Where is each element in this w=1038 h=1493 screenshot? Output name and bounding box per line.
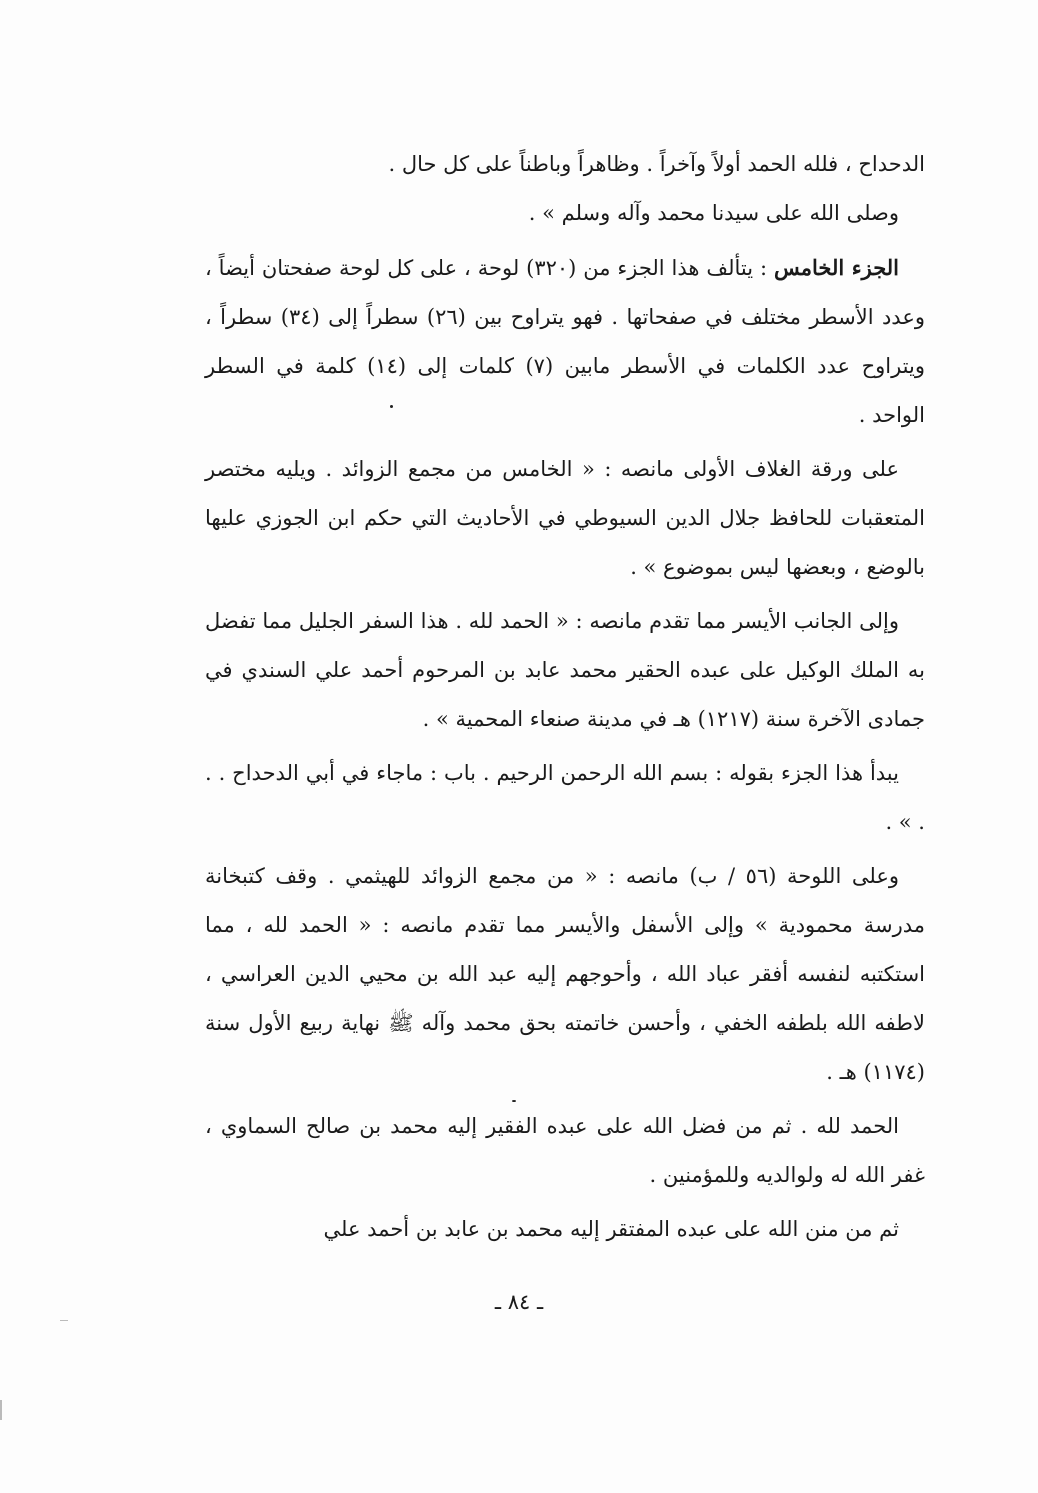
paragraph-3-body: : يتألف هذا الجزء من (٣٢٠) لوحة ، على كل لوحة صفحتان أيضاً ، وعدد الأسطر مختلف في صفحاتها . فهو يتراوح بين (٢٦) سطراً إلى (٣٤) سطراً ، ويتراوح عدد الكلمات في الأسطر مابين (٧) كلمات إلى (١٤) كلمة في السطر الواحد .: [205, 256, 926, 427]
paragraph-9: ثم من منن الله على عبده المفتقر إليه محمد بن عابد بن أحمد علي: [323, 1217, 899, 1241]
paragraph-5: وإلى الجانب الأيسر مما تقدم مانصه : « الحمد لله . هذا السفر الجليل مما تفضل به الملك الوكيل على عبده الحقير محمد عابد بن المرحوم أحمد علي السندي في جمادى الآخرة سنة (١٢١٧) هـ في مدينة صنعاء المحمية » .: [205, 609, 925, 731]
paragraph-4: على ورقة الغلاف الأولى مانصه : « الخامس من مجمع الزوائد . ويليه مختصر المتعقبات للحافظ جلال الدين السيوطي في الأحاديث التي حكم ابن الجوزي عليها بالوضع ، وبعضها ليس بموضوع » .: [205, 457, 925, 579]
page-number: ـ ٨٤ ـ: [494, 1290, 544, 1314]
scan-speck: [512, 1100, 516, 1102]
paragraph-3: [205, 243, 925, 440]
main-text: [205, 140, 925, 1254]
paragraph-1: الدحداح ، فلله الحمد أولاً وآخراً . وظاهراً وباطناً على كل حال .: [388, 152, 925, 176]
paragraph-2: وصلى الله على سيدنا محمد وآله وسلم » .: [528, 201, 899, 225]
paragraph-6: يبدأ هذا الجزء بقوله : بسم الله الرحمن الرحيم . باب : ماجاء في أبي الدحداح . . . » .: [205, 761, 925, 834]
scan-speck: [390, 405, 393, 408]
scan-edge-mark: [0, 1400, 2, 1420]
paragraph-7: وعلى اللوحة (٥٦ / ب) مانصه : « من مجمع الزوائد للهيثمي . وقف كتبخانة مدرسة محمودية » وإلى الأسفل والأيسر مما تقدم مانصه : « الحمد لله ، مما استكتبه لنفسه أفقر عباد الله ، وأحوجهم إليه عبد الله بن محيي الدين العراسي ، لاطفه الله بلطفه الخفي ، وأحسن خاتمته بحق محمد وآله ﷺ نهاية ربيع الأول سنة (١١٧٤) هـ .: [205, 864, 925, 1084]
paragraph-3-lead: الجزء الخامس: [774, 255, 899, 280]
paragraph-8: الحمد لله . ثم من فضل الله على عبده الفقير إليه محمد بن صالح السماوي ، غفر الله له ولوالديه وللمؤمنين .: [205, 1114, 925, 1187]
scan-edge-mark: [60, 1320, 68, 1321]
